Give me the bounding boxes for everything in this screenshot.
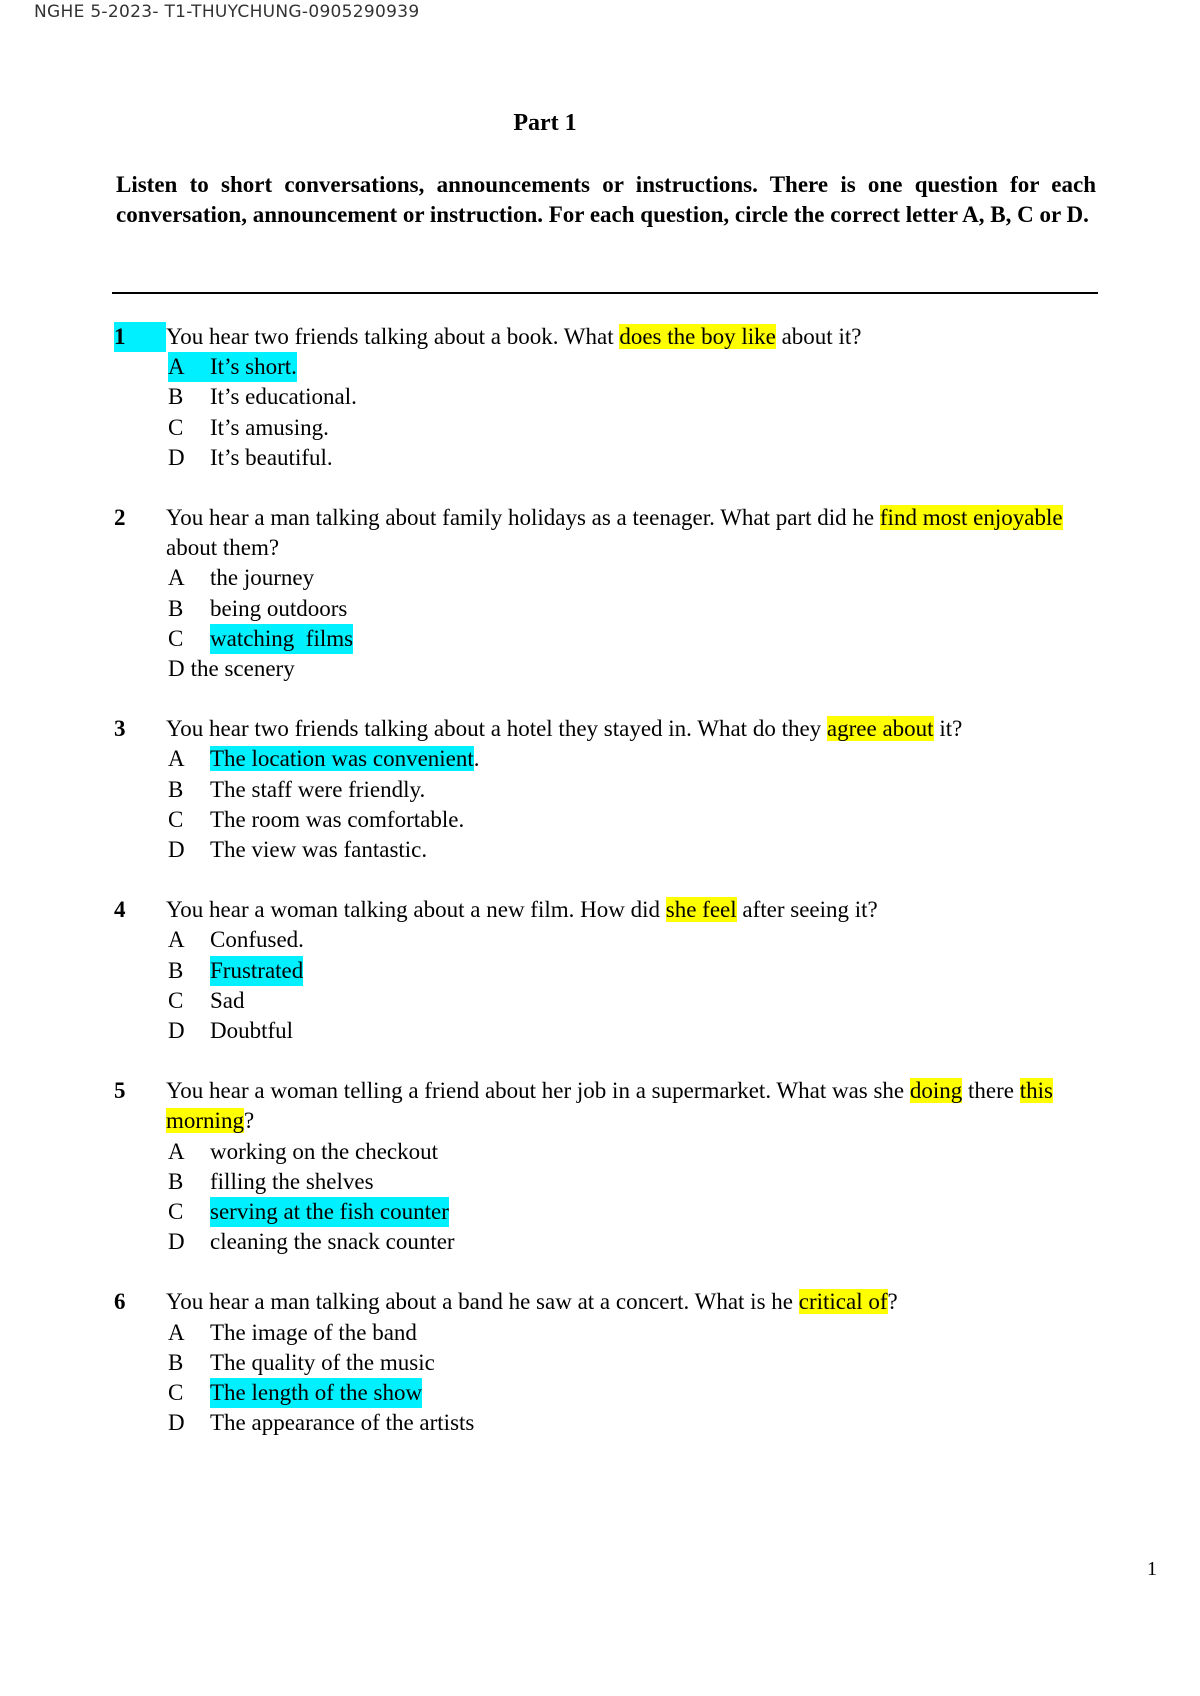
keyword-highlight: does the boy like bbox=[619, 324, 776, 349]
option-text: the journey bbox=[210, 565, 315, 591]
question-number: 6 bbox=[114, 1289, 126, 1315]
answer-highlight: Frustrated bbox=[210, 956, 303, 986]
option-letter: B bbox=[168, 1349, 184, 1375]
option-letter: A bbox=[168, 565, 185, 591]
question-4 bbox=[0, 895, 1200, 1046]
option-c[interactable] bbox=[0, 805, 1200, 835]
answer-highlight: The length of the show bbox=[210, 1378, 422, 1408]
option-letter: B bbox=[168, 384, 184, 410]
question-list bbox=[0, 322, 1200, 1469]
option-letter: C bbox=[168, 1199, 184, 1225]
question-3 bbox=[0, 714, 1200, 865]
option-a[interactable] bbox=[0, 352, 1200, 382]
option-text: The quality of the music bbox=[210, 1349, 435, 1375]
option-a[interactable] bbox=[0, 563, 1200, 593]
option-text: The staff were friendly. bbox=[210, 776, 426, 802]
answer-highlight: watching films bbox=[210, 624, 353, 654]
question-number: 1 bbox=[114, 322, 166, 352]
option-a[interactable] bbox=[0, 1318, 1200, 1348]
option-letter: D bbox=[168, 656, 185, 682]
option-text: The room was comfortable. bbox=[210, 806, 465, 832]
option-text: the scenery bbox=[190, 656, 295, 682]
option-a[interactable] bbox=[0, 744, 1200, 774]
keyword-highlight: agree about bbox=[826, 716, 934, 742]
question-5 bbox=[0, 1076, 1200, 1257]
question-number: 4 bbox=[114, 897, 126, 923]
option-text: being outdoors bbox=[210, 595, 348, 621]
option-text: Doubtful bbox=[210, 1018, 294, 1044]
option-a[interactable] bbox=[0, 1137, 1200, 1167]
option-text: The appearance of the artists bbox=[210, 1410, 475, 1436]
option-text: It’s amusing. bbox=[210, 414, 329, 440]
answer-highlight: The location was convenient bbox=[210, 746, 474, 772]
option-letter: D bbox=[168, 444, 185, 470]
option-text: It’s educational. bbox=[210, 384, 357, 410]
page-header: NGHE 5-2023- T1-THUYCHUNG-0905290939 bbox=[34, 2, 420, 22]
option-letter: B bbox=[168, 595, 184, 621]
option-letter: A bbox=[168, 352, 210, 382]
option-d[interactable] bbox=[0, 1408, 1200, 1438]
question-text: You hear a woman telling a friend about her job in a supermarket. What was she doing there this morning? bbox=[166, 1078, 1053, 1134]
instructions: Listen to short conversations, announcements or instructions. There is one question for each conversation, announcement or instruction. For each question, circle the correct letter A, B, C or D. bbox=[116, 172, 1096, 227]
option-d[interactable] bbox=[0, 654, 1200, 684]
option-text: The location was convenient. bbox=[210, 746, 480, 772]
option-text: Confused. bbox=[210, 927, 304, 953]
option-letter: C bbox=[168, 987, 184, 1013]
option-text: It’s beautiful. bbox=[210, 444, 333, 470]
option-letter: A bbox=[168, 1138, 185, 1164]
option-d[interactable] bbox=[0, 1227, 1200, 1257]
option-letter: D bbox=[168, 1410, 185, 1436]
option-d[interactable] bbox=[0, 443, 1200, 473]
option-text: The view was fantastic. bbox=[210, 837, 428, 863]
option-text: The image of the band bbox=[210, 1319, 417, 1345]
option-b[interactable] bbox=[0, 1348, 1200, 1378]
question-text: You hear a woman talking about a new film. How did she feel after seeing it? bbox=[166, 897, 878, 923]
option-d[interactable] bbox=[0, 835, 1200, 865]
option-c[interactable] bbox=[0, 1197, 1200, 1227]
option-letter: D bbox=[168, 1018, 185, 1044]
option-text: cleaning the snack counter bbox=[210, 1229, 455, 1255]
option-letter: C bbox=[168, 414, 184, 440]
question-text: You hear a man talking about a band he saw at a concert. What is he critical of? bbox=[166, 1289, 898, 1315]
option-letter: A bbox=[168, 927, 185, 953]
answer-highlight: serving at the fish counter bbox=[210, 1197, 449, 1227]
option-letter: B bbox=[168, 1168, 184, 1194]
keyword-highlight: doing bbox=[909, 1078, 963, 1104]
question-text: You hear two friends talking about a hotel they stayed in. What do they agree about it? bbox=[166, 716, 963, 742]
keyword-highlight: find most enjoyable bbox=[879, 505, 1063, 531]
option-letter: D bbox=[168, 837, 185, 863]
option-letter: C bbox=[168, 625, 184, 651]
option-letter: B bbox=[168, 957, 184, 983]
option-b[interactable] bbox=[0, 775, 1200, 805]
question-number: 3 bbox=[114, 716, 126, 742]
option-b[interactable] bbox=[0, 1167, 1200, 1197]
option-letter: A bbox=[168, 746, 185, 772]
option-text: Sad bbox=[210, 987, 245, 1013]
option-b[interactable] bbox=[0, 594, 1200, 624]
keyword-highlight: she feel bbox=[665, 897, 737, 923]
option-c[interactable] bbox=[0, 413, 1200, 443]
option-b[interactable] bbox=[0, 956, 1200, 986]
option-text: filling the shelves bbox=[210, 1168, 374, 1194]
keyword-highlight: this morning bbox=[166, 1078, 1053, 1134]
option-letter: C bbox=[168, 806, 184, 832]
option-letter: A bbox=[168, 1319, 185, 1345]
divider bbox=[112, 292, 1098, 294]
option-c[interactable] bbox=[0, 624, 1200, 654]
option-c[interactable] bbox=[0, 986, 1200, 1016]
question-text: You hear a man talking about family holidays as a teenager. What part did he find most enjoyable about them? bbox=[166, 505, 1063, 561]
option-d[interactable] bbox=[0, 1016, 1200, 1046]
question-number: 2 bbox=[114, 505, 126, 531]
question-number: 5 bbox=[114, 1078, 126, 1104]
page-title: Part 1 bbox=[513, 110, 577, 136]
question-text: You hear two friends talking about a book. What does the boy like about it? bbox=[166, 324, 862, 349]
question-6 bbox=[0, 1287, 1200, 1438]
question-1 bbox=[0, 322, 1200, 473]
option-letter: C bbox=[168, 1380, 184, 1406]
answer-highlight: It’s short. bbox=[210, 352, 297, 382]
page-number: 1 bbox=[1147, 1558, 1157, 1580]
option-a[interactable] bbox=[0, 925, 1200, 955]
keyword-highlight: critical of bbox=[798, 1289, 888, 1315]
option-c[interactable] bbox=[0, 1378, 1200, 1408]
option-letter: B bbox=[168, 776, 184, 802]
option-b[interactable] bbox=[0, 382, 1200, 412]
option-letter: D bbox=[168, 1229, 185, 1255]
option-text: working on the checkout bbox=[210, 1138, 439, 1164]
question-2 bbox=[0, 503, 1200, 684]
